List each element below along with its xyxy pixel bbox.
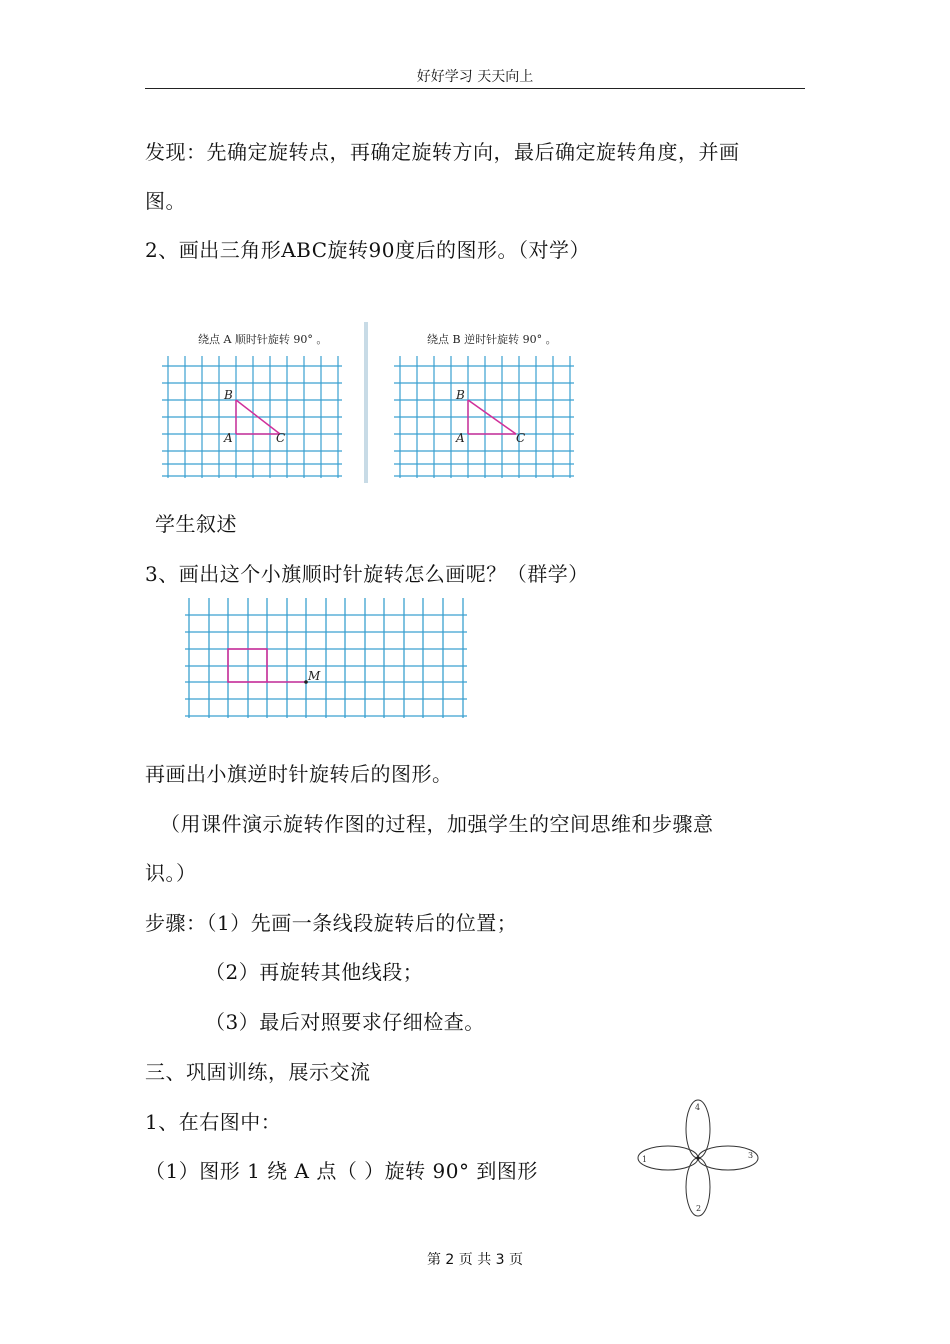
right-caption: 绕点 B 逆时针旋转 90° 。 bbox=[427, 333, 557, 346]
paragraph-note-line1: （用课件演示旋转作图的过程，加强学生的空间思维和步骤意 bbox=[160, 812, 714, 836]
right-label-b: B bbox=[456, 388, 465, 402]
right-label-c: C bbox=[516, 431, 526, 445]
paragraph-discovery-line2: 图。 bbox=[145, 189, 186, 213]
triangle-rotation-figure bbox=[150, 318, 580, 488]
page-header: 好好学习 天天向上 bbox=[416, 69, 534, 85]
petal-label-2: 2 bbox=[696, 1204, 702, 1213]
left-label-c: C bbox=[276, 431, 286, 445]
exercise-1: 1、在右图中： bbox=[145, 1110, 282, 1134]
step-3: （3）最后对照要求仔细检查。 bbox=[205, 1010, 485, 1034]
step-1: 步骤：（1）先画一条线段旋转后的位置； bbox=[145, 911, 518, 935]
section-3-heading: 三、巩固训练，展示交流 bbox=[145, 1060, 371, 1084]
flag-rotation-figure bbox=[185, 598, 470, 720]
paragraph-note-line2: 识。） bbox=[145, 861, 197, 885]
petal-label-3: 3 bbox=[748, 1151, 754, 1160]
left-label-a: A bbox=[224, 431, 233, 445]
left-grid bbox=[162, 356, 342, 478]
exercise-1-question-1: （1）图形 1 绕 A 点（ ）旋转 90° 到图形 bbox=[145, 1159, 538, 1183]
left-caption: 绕点 A 顺时针旋转 90° 。 bbox=[198, 333, 328, 346]
question-2: 2、画出三角形ABC旋转90度后的图形。（对学） bbox=[145, 238, 590, 262]
question-3: 3、画出这个小旗顺时针旋转怎么画呢？（群学） bbox=[145, 562, 589, 586]
student-narration: 学生叙述 bbox=[155, 512, 237, 536]
paragraph-discovery-line1: 发现：先确定旋转点，再确定旋转方向，最后确定旋转角度，并画 bbox=[145, 140, 740, 164]
step-2: （2）再旋转其他线段； bbox=[205, 960, 424, 984]
header-rule bbox=[145, 88, 805, 89]
page-footer: 第 2 页 共 3 页 bbox=[426, 1252, 524, 1268]
right-label-a: A bbox=[456, 431, 465, 445]
right-grid bbox=[394, 356, 574, 478]
petal-label-4: 4 bbox=[695, 1103, 701, 1112]
petal-center-point bbox=[696, 1156, 700, 1160]
petal-figure bbox=[632, 1098, 762, 1218]
petal-label-1: 1 bbox=[642, 1155, 648, 1164]
left-label-b: B bbox=[224, 388, 233, 402]
flag-label-m: M bbox=[308, 669, 321, 683]
paragraph-counterclockwise: 再画出小旗逆时针旋转后的图形。 bbox=[145, 762, 453, 786]
